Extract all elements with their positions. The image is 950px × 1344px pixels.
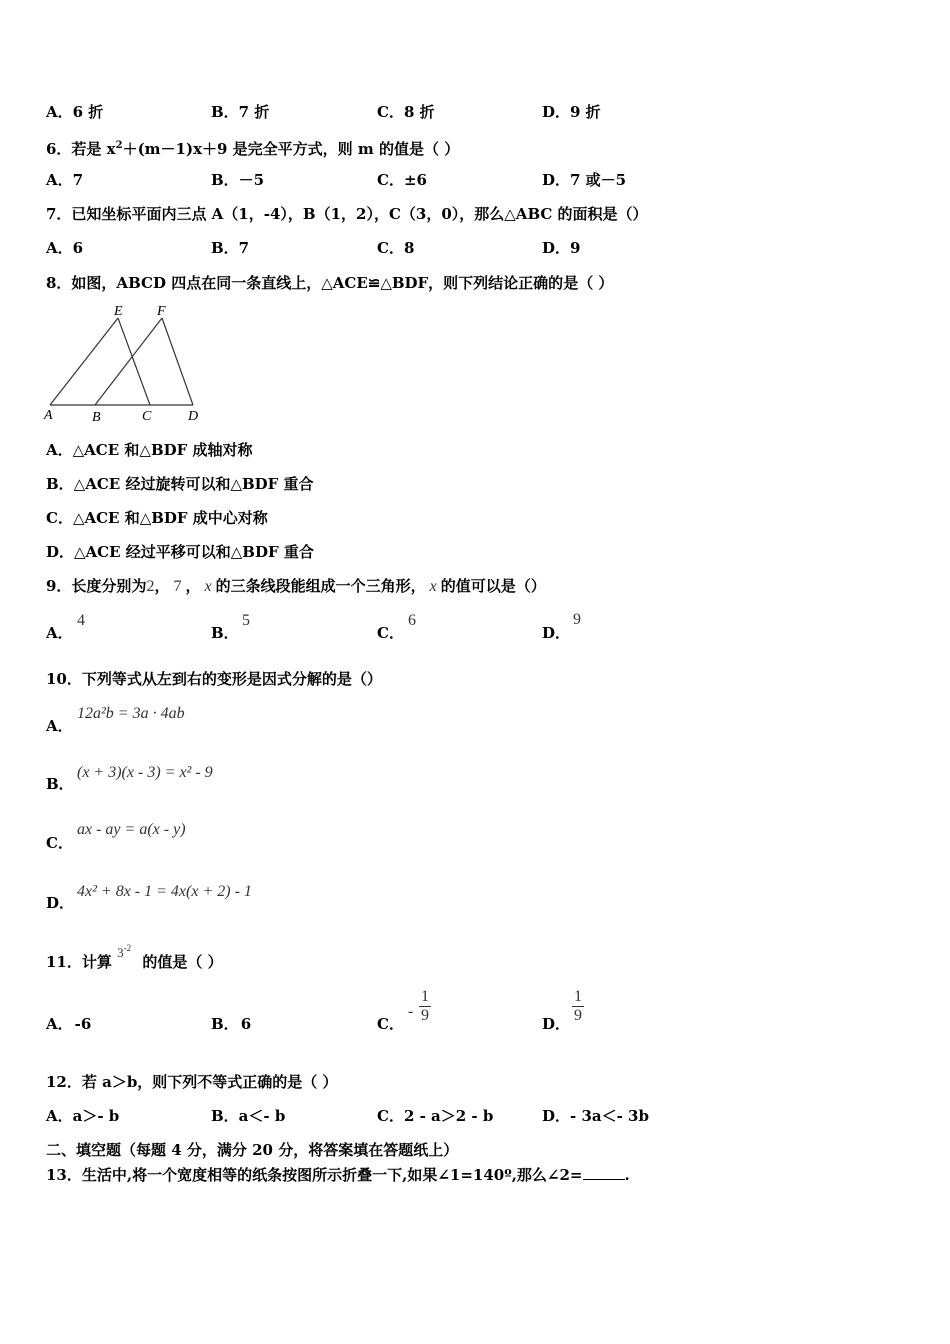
q8-label-b: B xyxy=(92,410,101,425)
q10-option-a-expr: 12a²b = 3a · 4ab xyxy=(77,705,185,722)
q9-option-c-value: 6 xyxy=(408,612,416,629)
q12-stem: 12．若 a＞b，则下列不等式正确的是（ ） xyxy=(46,1073,338,1091)
q6-option-d: D．7 或－5 xyxy=(542,171,627,189)
q12-option-c: C．2 - a＞2 - b xyxy=(377,1107,494,1125)
q6-option-a: A．7 xyxy=(46,171,84,189)
q9-option-a-value: 4 xyxy=(77,612,85,629)
q13-stem: 13．生活中,将一个宽度相等的纸条按图所示折叠一下,如果∠1=140º,那么∠2= . xyxy=(46,1166,630,1184)
q12-option-d: D．- 3a＜- 3b xyxy=(542,1107,649,1125)
q8-option-c: C．△ACE 和△BDF 成中心对称 xyxy=(46,509,268,527)
q8-label-c: C xyxy=(142,409,152,424)
q5-option-d: D．9 折 xyxy=(542,103,601,121)
q12-option-a: A．a＞- b xyxy=(46,1107,120,1125)
q10-option-d-label: D． xyxy=(46,894,75,912)
q9-option-b-value: 5 xyxy=(242,612,250,629)
q8-option-b: B．△ACE 经过旋转可以和△BDF 重合 xyxy=(46,475,314,493)
q9-stem: 9．长度分别为2， 7 ， x 的三条线段能组成一个三角形， x 的值可以是（） xyxy=(46,577,546,595)
q8-segment-ae xyxy=(50,318,118,405)
q9-option-b: B． xyxy=(211,624,239,642)
q9-option-a: A． xyxy=(46,624,73,642)
q7-stem: 7．已知坐标平面内三点 A（1，-4），B（1，2），C（3，0），那么△ABC 的面积是（） xyxy=(46,205,648,223)
q7-option-c: C．8 xyxy=(377,239,415,257)
q6-option-c: C．±6 xyxy=(377,171,427,189)
q10-option-b-label: B． xyxy=(46,775,74,793)
q11-option-c-fraction: $\frac{1}{9}$ xyxy=(421,988,429,1024)
q5-option-a: A．6 折 xyxy=(46,103,104,121)
q8-segment-bf xyxy=(95,318,162,405)
q11-option-c-label: C． xyxy=(377,1015,404,1033)
q11-option-d-fraction: $\frac{1}{9}$ xyxy=(574,988,582,1024)
q5-option-b: B．7 折 xyxy=(211,103,270,121)
q8-segment-ec xyxy=(118,318,150,405)
q13-answer-blank[interactable] xyxy=(583,1165,625,1180)
q5-option-c: C．8 折 xyxy=(377,103,435,121)
q11-option-b: B． 6 xyxy=(211,1015,252,1033)
q10-option-c-expr: ax - ay = a(x - y) xyxy=(77,821,186,838)
q10-option-b-expr: (x + 3)(x - 3) = x² - 9 xyxy=(77,764,213,781)
q8-option-d: D．△ACE 经过平移可以和△BDF 重合 xyxy=(46,543,314,561)
q10-option-c-label: C． xyxy=(46,834,73,852)
q12-option-b: B．a＜- b xyxy=(211,1107,286,1125)
q8-triangle-figure xyxy=(40,300,210,426)
q8-label-e: E xyxy=(114,304,123,319)
q8-segment-fd xyxy=(162,318,193,405)
section-2-title: 二、填空题（每题 4 分，满分 20 分，将答案填在答题纸上） xyxy=(46,1141,459,1159)
q11-option-a: A． -6 xyxy=(46,1015,92,1033)
q10-stem: 10．下列等式从左到右的变形是因式分解的是（） xyxy=(46,670,382,688)
q8-label-f: F xyxy=(157,304,166,319)
q6-stem: 6．若是 $x^2+(m-1)x+9$ 是完全平方式，则 m 的值是（ ） xyxy=(46,140,460,158)
q8-label-a: A xyxy=(44,408,53,423)
q9-option-d-value: 9 xyxy=(573,611,581,628)
q8-label-d: D xyxy=(188,409,199,424)
q10-option-a-label: A． xyxy=(46,717,73,735)
q6-option-b: B．－5 xyxy=(211,171,265,189)
q9-option-d: D． xyxy=(542,624,571,642)
q7-option-d: D．9 xyxy=(542,239,581,257)
q7-option-a: A．6 xyxy=(46,239,84,257)
q11-option-d-label: D． xyxy=(542,1015,571,1033)
q8-stem: 8．如图，ABCD 四点在同一条直线上，△ACE≌△BDF，则下列结论正确的是（ ） xyxy=(46,274,614,292)
q11-option-c-sign: - xyxy=(408,1003,414,1020)
q8-option-a: A．△ACE 和△BDF 成轴对称 xyxy=(46,441,253,459)
q9-option-c: C． xyxy=(377,624,404,642)
q11-stem: 11．计算 $3^{-2}$ 的值是（ ） xyxy=(46,943,223,971)
q7-option-b: B．7 xyxy=(211,239,250,257)
q10-option-d-expr: 4x² + 8x - 1 = 4x(x + 2) - 1 xyxy=(77,883,252,900)
